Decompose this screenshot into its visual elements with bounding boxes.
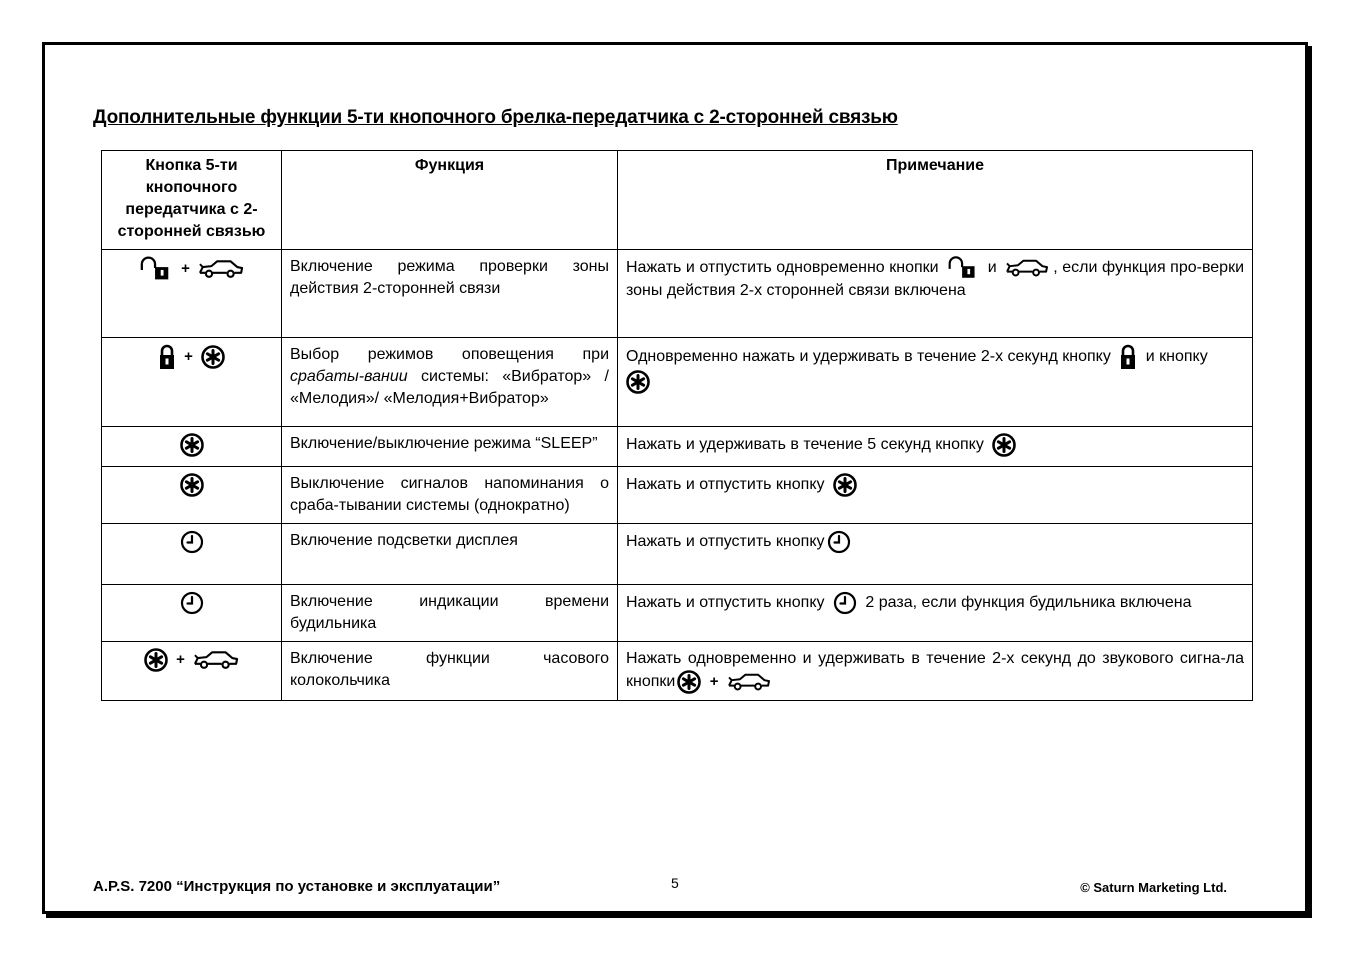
footer-copyright: © Saturn Marketing Ltd. bbox=[1080, 880, 1227, 895]
note-text: , если функция про-верки зоны действия 2-х сторонней связи включена bbox=[626, 259, 1245, 299]
functions-table bbox=[101, 150, 1253, 701]
table-row bbox=[102, 524, 1253, 585]
function-italic-text: срабаты-вании bbox=[290, 368, 408, 385]
asterisk-icon bbox=[626, 370, 650, 394]
clock-icon bbox=[180, 591, 204, 615]
table-row bbox=[102, 250, 1253, 338]
open-lock-icon bbox=[947, 256, 979, 280]
header-button: Кнопка 5-ти кнопочного передатчика с 2-сторонней связью bbox=[102, 151, 282, 250]
note-text: Нажать и отпустить кнопку bbox=[626, 594, 825, 612]
note-cell bbox=[618, 642, 1253, 701]
function-text: Выбор режимов оповещения при bbox=[290, 346, 609, 363]
clock-icon bbox=[833, 591, 857, 615]
button-cell bbox=[102, 642, 282, 701]
header-note: Примечание bbox=[618, 151, 1253, 250]
asterisk-icon bbox=[833, 473, 857, 497]
note-cell bbox=[618, 467, 1253, 524]
note-cell bbox=[618, 250, 1253, 338]
asterisk-icon bbox=[180, 473, 204, 497]
note-text: и bbox=[987, 259, 997, 277]
open-lock-icon bbox=[139, 256, 173, 282]
note-cell bbox=[618, 524, 1253, 585]
asterisk-icon bbox=[677, 670, 701, 694]
asterisk-icon bbox=[180, 433, 204, 457]
note-text: Нажать и отпустить одновременно кнопки bbox=[626, 259, 939, 277]
note-cell bbox=[618, 585, 1253, 642]
table-row bbox=[102, 338, 1253, 427]
car-icon bbox=[1005, 258, 1049, 278]
note-cell bbox=[618, 338, 1253, 427]
function-cell: Включение/выключение режима “SLEEP” bbox=[282, 427, 618, 467]
car-icon bbox=[193, 649, 239, 671]
table-row bbox=[102, 427, 1253, 467]
function-cell: Включение режима проверки зоны действия 2-сторонней связи bbox=[282, 250, 618, 338]
asterisk-icon bbox=[992, 433, 1016, 457]
note-text: 2 раза, если функция будильника включена bbox=[865, 594, 1192, 612]
table-row bbox=[102, 467, 1253, 524]
plus-sign: + bbox=[184, 348, 193, 365]
page-title: Дополнительные функции 5-ти кнопочного брелка-передатчика с 2-сторонней связью bbox=[93, 107, 898, 128]
table-row bbox=[102, 642, 1253, 701]
note-text: и кнопку bbox=[1145, 348, 1208, 366]
note-cell bbox=[618, 427, 1253, 467]
footer-document-title: A.P.S. 7200 “Инструкция по установке и эксплуатации” bbox=[93, 878, 501, 895]
function-cell: Включение функции часового колокольчика bbox=[282, 642, 618, 701]
note-text: Нажать и отпустить кнопку bbox=[626, 476, 825, 494]
function-text: системы: «Вибратор» / «Мелодия»/ «Мелодия+Вибратор» bbox=[290, 368, 609, 407]
clock-icon bbox=[180, 530, 204, 554]
header-function: Функция bbox=[282, 151, 618, 250]
note-text: Нажать и удерживать в течение 5 секунд кнопку bbox=[626, 436, 984, 454]
button-cell bbox=[102, 338, 282, 427]
table-header-row bbox=[102, 151, 1253, 250]
button-cell bbox=[102, 585, 282, 642]
asterisk-icon bbox=[144, 648, 168, 672]
closed-lock-icon bbox=[1119, 344, 1137, 370]
function-cell: Включение индикации времени будильника bbox=[282, 585, 618, 642]
button-cell bbox=[102, 467, 282, 524]
page-number: 5 bbox=[671, 875, 679, 891]
note-text: Нажать одновременно и удерживать в течение 2-х секунд до звукового сигна-ла кнопки bbox=[626, 650, 1244, 691]
note-text: Нажать и отпустить кнопку bbox=[626, 533, 825, 551]
plus-sign: + bbox=[176, 651, 185, 668]
function-cell: Включение подсветки дисплея bbox=[282, 524, 618, 585]
closed-lock-icon bbox=[158, 344, 176, 370]
table-row bbox=[102, 585, 1253, 642]
clock-icon bbox=[827, 530, 851, 554]
plus-sign: + bbox=[181, 260, 190, 277]
function-cell: Выключение сигналов напоминания о сраба-тывании системы (однократно) bbox=[282, 467, 618, 524]
asterisk-icon bbox=[201, 345, 225, 369]
button-cell bbox=[102, 427, 282, 467]
button-cell bbox=[102, 250, 282, 338]
car-icon bbox=[727, 672, 771, 692]
car-icon bbox=[198, 258, 244, 280]
note-text: Одновременно нажать и удерживать в течение 2-х секунд кнопку bbox=[626, 348, 1111, 366]
button-cell bbox=[102, 524, 282, 585]
page-frame bbox=[42, 42, 1308, 914]
plus-sign: + bbox=[709, 673, 719, 691]
function-cell bbox=[282, 338, 618, 427]
